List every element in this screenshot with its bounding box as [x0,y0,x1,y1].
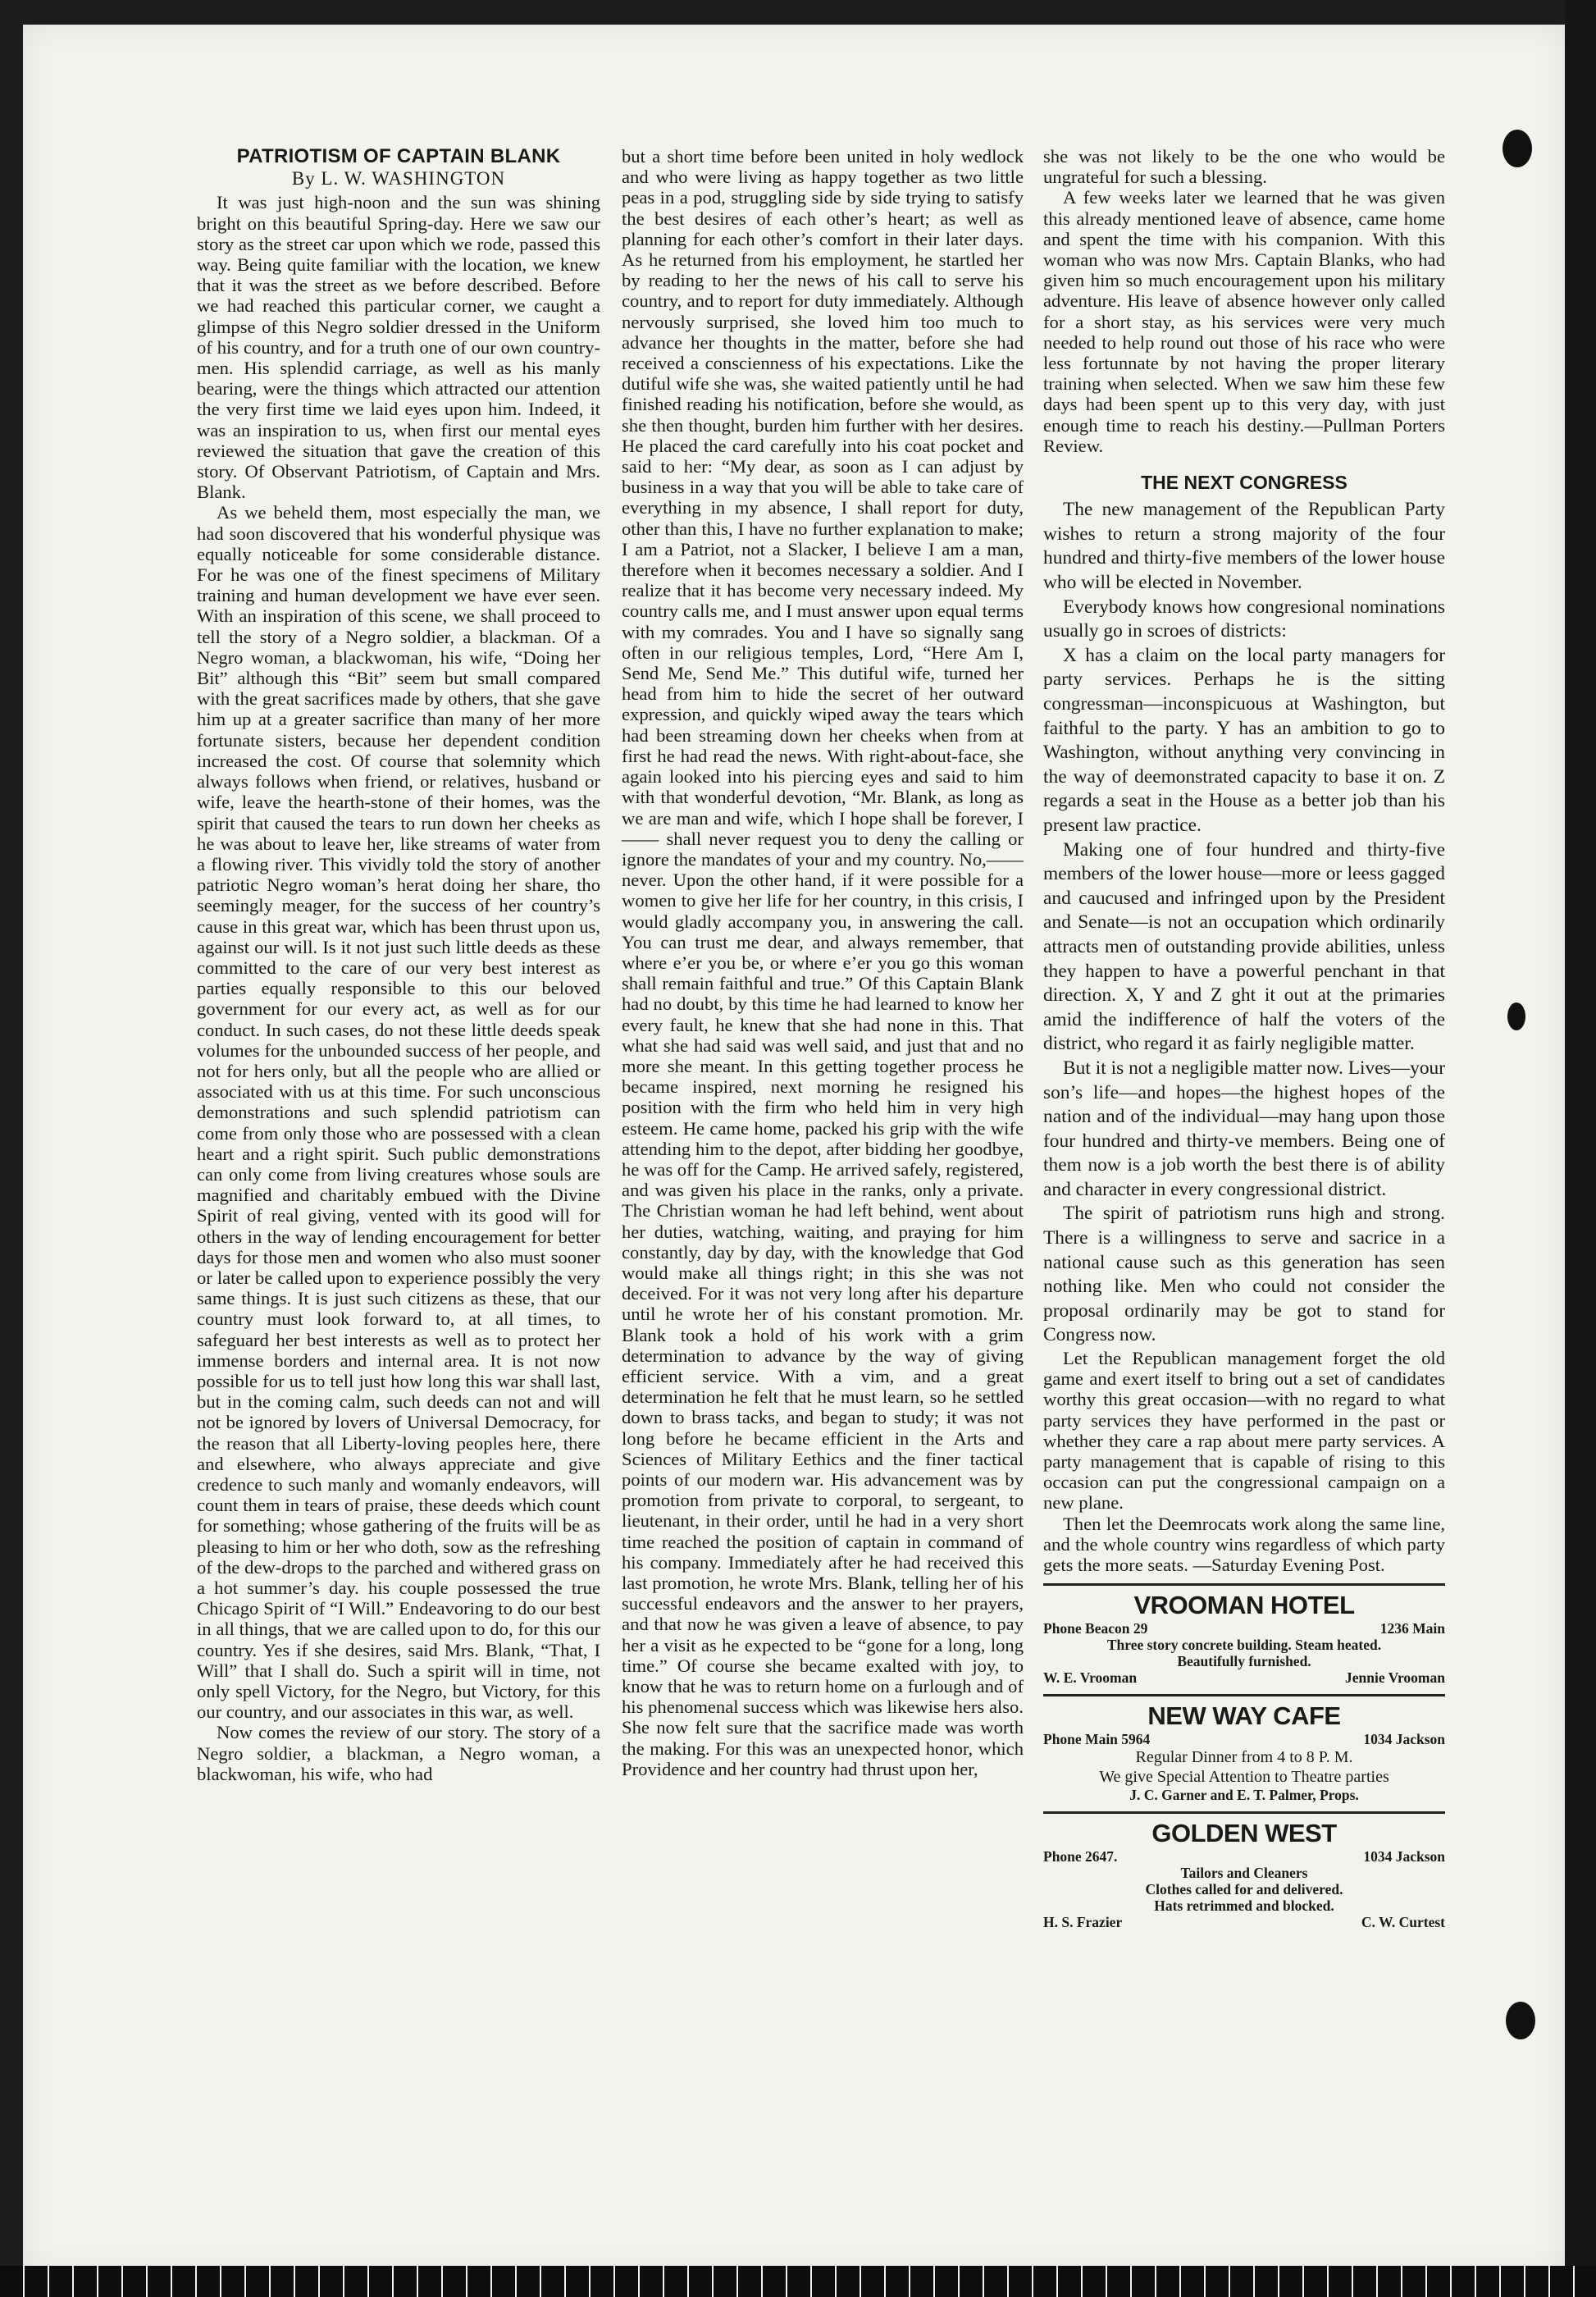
article-paragraph: but a short time before been united in holy wedlock and who were living as happy together as two little peas in a pod, struggling side by side trying to satisfy the best desires of each other’s heart; as well as planning for each other’s comfort in their later days. As he returned from his employment, he startled her by reading to her the news of his call to serve his country, and to report for duty immediately. Although nervously surprised, she loved him too much to advance her thoughts in the matter, before she had received a conscienness of his expectations. Like the dutiful wife she was, she waited patiently until he had finished reading his notification, before she would, as she then thought, burden him further with her desires. He placed the card carefully into his coat pocket and said to her: “My dear, as soon as I can adjust by business in a way that you will be able to take care of everything in my absence, I shall report for duty, other than this, I have no further explanation to make; I am a Patriot, not a Slacker, I believe I am a man, therefore when it becomes necessary a soldier. And I realize that it has become very necessary indeed. My country calls me, and I must answer upon equal terms with my comrades. You and I have so signally sang often in our religious temples, Lord, “Here Am I, Send Me, Send Me.” This dutiful wife, turned her head from him to hide the secret of her outward expression, and quickly wiped away the tears which had been streaming down her cheeks when from at first he had read the news. With right-about-face, she again looked into his piercing eyes and said to him with that wonderful devotion, “Mr. Blank, as long as we are man and wife, which I hope shall be forever, I—— shall never request you to deny the calling or ignore the mandates of your and my country. No,—— never. Upon the other hand, if it were possible for a women to give her life for her country, in this crisis, I would gladly accompany you, in answering the call. You can trust me dear, and always remember, that where e’er you be, or where e’er you go this woman shall remain faithful and true.” Of this Captain Blank had no doubt, by this time he had learned to know her every fault, he knew that she had none in this. That what she had said was well said, and just that and no more she meant. In this getting together process he became inspired, next morning he resigned his position with the firm who held him in very high esteem. He came home, packed his grip with the wife attending him to the depot, after bidding her goodbye, he was off for the Camp. He arrived safely, registered, and was given his place in the ranks, only a private. The Christian woman he had left behind, went about her duties, watching, waiting, and praying for him constantly, day by day, with the knowledge that God would make all things right; in this she was not deceived. For it was not very long after his departure until he wrote her of his constant promotion. Mr. Blank took a hold of his work with a grim determination to advance by the way of giving efficient service. With a vim, and a great determination he felt that he must learn, so he settled down to brass tacks, and began to study; it was not long before he became efficient in the Arts and Sciences of Military Eethics and the finer tactical points of our modern war. His advancement was by promotion from private to corporal, to sergeant, to lieutenant, in their order, until he had in a very short time reached the position of captain in command of his company. Immediately after he had received this last promotion, he wrote Mrs. Blank, telling her of his successful endeavors and the answer to her prayers, and that now he was given a leave of absence, to pay her a visit as he expected to be “gone for a long, long time.” Of course she became exalted with joy, to know that he was to return home on a furlough and of his phenomenal success which was likewise hers also. She now felt sure that the sacrifice made was worth the making. For this was an unexpected honor, which Providence and her country had thrust upon her, [622,146,1024,1779]
article-paragraph: A few weeks later we learned that he was given this already mentioned leave of absence, came home and spent the time with his companion. With this woman who was now Mrs. Captain Blanks, who had given him so much encouragement upon his military adventure. His leave of absence however only called for a short stay, as his services were very much needed to help round out those of his race who were less fortunnate by not having the proper literary training when selected. When we saw him these few days had been spent up to this very day, with just enough time to reach his destiny.—Pullman Porters Review. [1043,187,1445,456]
punch-hole-middle [1507,1002,1525,1030]
scan-ruler-strip [0,2266,1596,2297]
column-2 [622,146,1024,1779]
ad-business-name: NEW WAY CAFE [1147,1701,1341,1731]
article-paragraph: But it is not a negligible matter now. Lives—your son’s life—and hopes—the highest hopes of the nation and of the individual—may hang upon those four hundred and thirty-ve members. Being one of them now is a job worth the best there is of ability and character in every congressional district. [1043,1057,1445,1200]
ad-contact-row [1043,1731,1445,1747]
ad-line: Clothes called for and delivered. [1145,1881,1343,1898]
ad-proprietors-row [1043,1669,1445,1686]
ad-proprietor: Jennie Vrooman [1344,1669,1445,1687]
ad-phone: Phone Beacon 29 [1043,1620,1148,1637]
article-paragraph: The spirit of patriotism runs high and strong. There is a willingness to serve and sacrice in a national cause such as this generation has seen nothing like. Men who could not consider the proposal ordinarily may be got to stand for Congress now. [1043,1203,1445,1346]
article-paragraph: she was not likely to be the one who would be ungrateful for such a blessing. [1043,146,1445,188]
scan-edge-right [1565,0,1596,2297]
article-paragraph: Making one of four hundred and thirty-five members of the lower house—more or leess gagged and caucused and infringed upon by the President and Senate—is not an occupation which ordinarily attracts men of outstanding provide abilities, unless they happen to have a powerful penchant in that direction. X, Y and Z ght it out at the primaries amid the indifference of half the voters of the district, who regard it as fairly negligible matter. [1043,838,1445,1055]
ad-address: 1034 Jackson [1363,1731,1445,1748]
ad-line: Regular Dinner from 4 to 8 P. M. [1135,1748,1353,1767]
advertisement-vrooman-hotel [1043,1583,1445,1686]
ad-line: We give Special Attention to Theatre parties [1099,1768,1389,1787]
article-title: THE NEXT CONGRESS [1141,472,1347,494]
article-paragraph: It was just high-noon and the sun was shining bright on this beautiful Spring-day. Here we saw our story as the street car upon which we rode, passed this way. Being quite familiar with the location, we knew that it was the street as we before described. Before we had reached this particular corner, we caught a glimpse of this Negro soldier dressed in the Uniform of his country, and for a truth one of our own country-men. His splendid carriage, as well as his manly bearing, were the things which attracted our attention the very first time we laid eyes upon him. Indeed, it was an inspiration to us, when first our mental eyes reviewed the situation that gave the creation of this story. Of Observant Patriotism, of Captain and Mrs. Blank. [197,192,600,503]
punch-hole-bottom [1506,2002,1535,2039]
ad-address: 1034 Jackson [1363,1848,1445,1865]
article-byline: By L. W. WASHINGTON [291,168,506,190]
article-paragraph: X has a claim on the local party managers for party services. Perhaps he is the sitting congressman—inconspicuous at Washington, but faithful to the party. Y has an ambition to go to Washington, without anything very convincing in the way of deemonstrated capacity to base it on. Z regards a seat in the House as a better job than his present law practice. [1043,644,1445,836]
column-3 [1043,146,1445,1930]
article-paragraph: Let the Republican management forget the old game and exert itself to bring out a set of candidates worthy this great occasion—with no regard to what party services they have performed in the past or whether they care a rap about mere party services. A party management that is capable of rising to this occasion can put the congressional campaign on a new plane. [1043,1348,1445,1514]
ad-line: Hats retrimmed and blocked. [1154,1897,1334,1915]
article-paragraph: The new management of the Republican Party wishes to return a strong majority of the four hundred and thirty-five members of the lower house who will be elected in November. [1043,499,1445,594]
ad-line: Tailors and Cleaners [1180,1865,1308,1882]
advertisement-golden-west [1043,1811,1445,1930]
ad-proprietor: C. W. Curtest [1361,1914,1445,1931]
article-title: PATRIOTISM OF CAPTAIN BLANK [236,145,561,167]
ad-contact-row [1043,1848,1445,1865]
ad-proprietor: W. E. Vrooman [1043,1669,1138,1687]
ad-business-name: GOLDEN WEST [1151,1819,1337,1848]
ad-proprietors-row [1043,1914,1445,1930]
article-paragraph: As we beheld them, most especially the man, we had soon discovered that his wonderful physique was equally noticeable for some considerable distance. For he was one of the finest specimens of Military training and human development we have ever seen. With an inspiration of this scene, we shall proceed to tell the story of a Negro soldier, a blackman. Of a Negro woman, a blackwoman, his wife, “Doing her Bit” although this “Bit” seem but small compared with the great sacrifices made by others, that she gave him up at a greater sacrifice than many of her more fortunate sisters, because her dependent condition increased the cost. Of course that solemnity which always follows when friend, or relatives, husband or wife, leave the hearth-stone of their homes, was the spirit that caused the tears to run down her cheeks as he was about to leave her, like streams of water from a flowing river. This vividly told the story of another patriotic Negro woman’s herat doing her share, tho seemingly meager, for the success of her country’s cause in this great war, which has been thrust upon us, against our will. Is it not just such little deeds as these committed to the care of our very best interest as parties equally responsible to this our beloved government for our every act, as well as for our conduct. In such cases, do not these little deeds speak volumes for the unbounded success of her people, and not for hers only, but all the people who are allied or associated with us at this time. For such unconscious demonstrations and such splendid patriotism can come from only those who are possessed with a clean heart and a right spirit. Such public demonstrations can only come from living creatures whose souls are magnified and charitably embued with the Divine Spirit of real giving, vented with its good will for others in the way of lending encouragement for better days for those men and women who also must sooner or later be called upon to experience possibly the very same things. It is just such citizens as these, that our country must look forward to, at all times, to safeguard her best interests as well as to protect her immense borders and internal area. It is not now possible for us to tell just how long this war shall last, but in the coming calm, such deeds can not and will not be ignored by lovers of Universal Democracy, for the reason that all Liberty-loving peoples here, there and elsewhere, who always appreciate and give credence to such manly and womanly endeavors, will count them in tears of praise, these deeds which count for something; whose gathering of the fruits will be as pleasing to him or her who doth, sow as the refreshing of the dew-drops to the parched and withered grass on a hot summer’s day. his couple possessed the true Chicago Spirit of “I Will.” Endeavoring to do our best in all things, that we are called upon to do, for this our country. Yes if she desires, said Mrs. Blank, “That, I Will” that I shall do. Such a spirit will in time, not only spell Victory, for the Negro, but Victory, for this our country, and our associates in this war, as well. [197,502,600,1723]
ad-proprietors: J. C. Garner and E. T. Palmer, Props. [1129,1787,1359,1804]
ad-proprietor: H. S. Frazier [1043,1914,1123,1931]
article-paragraph: Then let the Deemrocats work along the same line, and the whole country wins regardless of which party gets the more seats. —Saturday Evening Post. [1043,1513,1445,1576]
ad-line: Three story concrete building. Steam heated. [1106,1637,1382,1654]
ad-phone: Phone 2647. [1043,1848,1118,1865]
ad-contact-row [1043,1620,1445,1637]
article-paragraph: Now comes the review of our story. The story of a Negro soldier, a blackman, a Negro woman, a blackwoman, his wife, who had [197,1722,600,1784]
ad-line: Beautifully furnished. [1177,1653,1311,1670]
ad-business-name: VROOMAN HOTEL [1133,1591,1355,1620]
article-paragraph: Everybody knows how congresional nominations usually go in scroes of districts: [1043,596,1445,642]
advertisement-new-way-cafe [1043,1694,1445,1803]
column-1 [197,146,600,1784]
ad-address: 1236 Main [1379,1620,1445,1637]
ad-phone: Phone Main 5964 [1043,1731,1151,1748]
punch-hole-top [1503,130,1532,167]
